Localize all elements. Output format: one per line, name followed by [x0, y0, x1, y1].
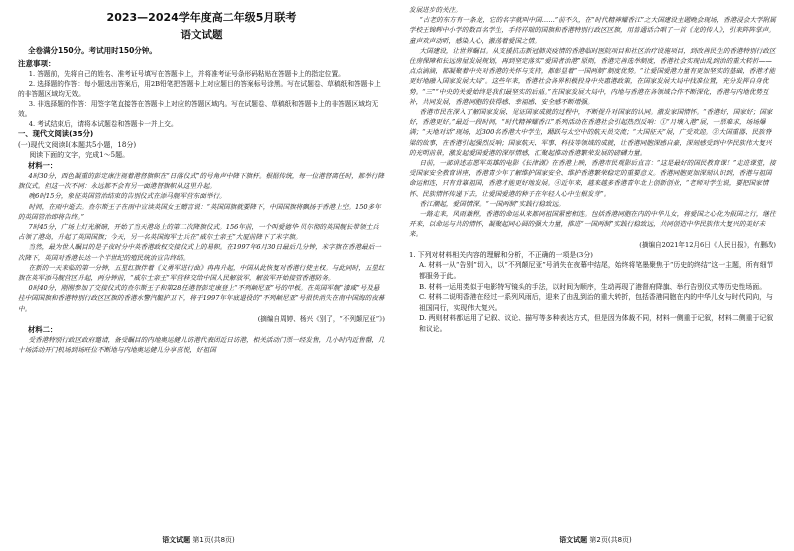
material2-paragraph: 香港市民在深入了解国家发展、见证国家成就的过程中，不断提升对国家的认同。激发家国情怀。“香港好，国家好；国家好，香港更好。”最近一段时间，“时代精神耀香江”系列活动在香港社会引起热烈反响：①“月壤入港”展，一票难求，场场爆满；“天地对话”现场，近300名香港大中学生，踊跃与太空中的航天员交流；“大国征天”展，广受欢迎。②大国重器、民族脊梁的故事，在香港引起强烈反响；国家航天、军事、科技等领域的成就，让香港同胞深感自豪，深刻感受到中华民族伟大复兴的光明前景，激发起爱国爱港的深厚情感，汇聚起推动香港繁荣发展的磅礴力量。 — [409, 108, 773, 157]
question-stem: 1. 下列对材料相关内容的理解和分析，不正确的一项是(3分) — [409, 250, 593, 259]
material1-paragraph: 7时45分，广场上灯光渐暗，开始了当天港岛上的第二次降旗仪式。156年前，一个叫爱德华·贝尔彻的英国舰长带领士兵占领了港岛，升起了英国国旗；今天，另一名英国海军士兵在“威尔士亲王”大厦前降下了米字旗。 — [18, 222, 379, 242]
question-option-a: A. 材料一从“告别”切入，以“不列颠尼亚”号消失在夜幕中结尾，始终将笔墨聚焦于“历史的终结”这一主题，所有细节都服务于此。 — [419, 261, 774, 281]
material1-paragraph: 在新的一天来临的第一分钟，五星红旗伴着《义勇军进行曲》冉冉升起，中国从此恢复对香港行使主权。与此同时，五星红旗在英军添马舰营区升起，两分钟前，“威尔士亲王”军营移交给中国人民解放军，解放军开始接管香港防务。 — [18, 263, 385, 282]
material1-paragraph: 晚6时15分，象征英国管治结束的告别仪式在添马舰军营东面举行。 — [28, 192, 226, 201]
question-option-d: D. 两则材料都运用了记叙、议论、描写等多种表达方式，但是因为体裁不同，材料一侧重于记叙，材料二侧重于记叙和议论。 — [419, 314, 774, 334]
footer-page: 第2页(共8页) — [589, 536, 632, 544]
page-footer — [0, 535, 397, 545]
page-footer — [397, 535, 794, 545]
material2-paragraph: 一路走来，风雨兼程，香港的命运从来都同祖国紧密相连。包括香港同胞在内的中华儿女，将爱国之心化为报国之行，继往开来，以命运与共的情怀，凝聚起同心圆的强大力量，推进“一国两制”实践行稳致远，共同创造中华民族伟大复兴的美好未来。 — [409, 210, 776, 239]
question-option-c: C. 材料二说明香港在经过一系列风雨后，迎来了由乱到治的重大转折，包括香港同胞在内的中华儿女与时代同向，与祖国同行，实现伟大复兴。 — [419, 293, 773, 312]
subsection-heading: (一)现代文阅读Ⅰ(本题共5小题，18分) — [18, 140, 137, 149]
material2-paragraph: 受香港特别行政区政府邀请，备受瞩目的内地奥运健儿访港代表团近日访港，相关活动门票一经发售，几小时内近售罄，几十场活动开门机场到场旺位不断地与内地奥运健儿分享喜悦，好祖国 — [18, 335, 385, 355]
exam-title: 2023—2024学年度高二年级5月联考 — [106, 11, 297, 24]
section-heading: 一、现代文阅读(35分) — [18, 129, 94, 138]
footer-label: 语文试题 — [559, 536, 588, 544]
material1-paragraph: 当然，最为世人瞩目的是子夜时分中英香港政权交接仪式上的易帜。在1997年6月30日最后几分钟，米字旗在香港最后一次降下，英国对香港长达一个半世纪的殖民统治宣告终结。 — [18, 243, 382, 262]
material-label: 材料二： — [28, 324, 58, 334]
material2-paragraph: 日前，一部讲述志愿军英雄的电影《长津湖》在香港上映，香港市民观影后直言：“这是最好的国民教育课！”走进课堂，接受国家安全教育讲座，香港青少年了解维护国家安全、维护香港繁荣稳定的重要意义。香港同胞更加深刻认识到，香港与祖国命运相连，只有背靠祖国，香港才能更好地发展。④近年来，越来越多香港青年北上创新创业，“老师对学生说，要把国家情怀、民族情怀传递下去，让爱国爱港的种子在年轻人心中生根发芽”。 — [409, 159, 776, 198]
material1-paragraph: 时间，在雨中逝去。查尔斯王子在雨中宣读英国女王赠言说：“英国国旗就要降下，中国国旗将飘扬于香港上空。150多年的英国管治即将告终。” — [18, 202, 381, 221]
question-option-b: B. 材料一运用类似于电影特写镜头的手法，以时间为顺序，生动再现了港督府降旗、举行告别仪式等历史性场面。 — [419, 282, 767, 291]
notice-item: 1. 答题前，先将自己的姓名、准考证号填写在答题卡上，并将准考证号条形码粘贴在答题卡上的指定位置。 — [28, 70, 345, 78]
material2-paragraph: 香江潮起，爱国情深。“一国两制”实践行稳致远。 — [419, 199, 565, 208]
subject-title: 语文试题 — [180, 29, 223, 41]
footer-label: 语文试题 — [162, 536, 191, 544]
score-line: 全卷满分150分。考试用时150分钟。 — [28, 46, 157, 55]
notice-item: 3. 非选择题的作答：用签字笔直接答在答题卡上对应的答题区域内。写在试题卷、草稿纸和答题卡上的非答题区域均无效。 — [18, 100, 379, 118]
footer-page: 第1页(共8页) — [192, 536, 235, 544]
notice-item: 2. 选择题的作答：每小题选出答案后，用2B铅笔把答题卡上对应题目的答案标号涂黑。写在试题卷、草稿纸和答题卡上的非答题区域均无效。 — [18, 80, 381, 98]
material1-paragraph: 0时40分，刚刚参加了交接仪式的查尔斯王子和第28任港督彭定康登上“不列颠尼亚”号的甲板。在英国军舰“漆咸”号及悬挂中国国旗和香港特别行政区区旗的香港水警汽艇护卫下，将于1997年年底退役的“不列颠尼亚”号很快消失在南中国海的夜幕中。 — [18, 284, 385, 313]
material2-source: (摘编自2021年12月6日《人民日报》，有删改) — [639, 240, 776, 249]
notice-item: 4. 考试结束后，请将本试题卷和答题卡一并上交。 — [28, 120, 178, 128]
notice-heading: 注意事项： — [18, 59, 56, 68]
material2-continuation: 发展进步的关注。 — [409, 6, 462, 14]
reading-instruction: 阅读下面的文字，完成1～5题。 — [29, 150, 130, 159]
material2-paragraph: “古老的东方有一条龙，它的名字就叫中国……”前不久，在“时代精神耀香江”之大国建设主题晚会现场，香港浸会大学附属学校王锦辉中小学的数百名学生，手持祥瑞的国旗和香港特别行政区区旗，用普通话合唱了一首《龙的传人》，引来阵阵掌声。童声欢声动听，感染人心，激荡着爱国之情。 — [409, 16, 776, 45]
material-label: 材料一： — [28, 160, 58, 170]
material1-source: (摘编自周婷、杨兴《别了，“不列颠尼亚”》) — [257, 314, 385, 323]
exam-page-2 — [397, 0, 794, 551]
material1-paragraph: 4时30分，西色凝重的彭定康注视着港督旗帜在“日落仪式”的号角声中降下旗杆。根据传统，每一位港督离任时，都举行降旗仪式。但这一次不同：永远都不会有另一面港督旗帜从这里升起。 — [18, 171, 385, 191]
material2-paragraph: 大国建设，让世界瞩目。从支援抗击新冠肺炎疫情的香港临时医院项目和社区治疗设施项目，到改善民生的香港特别行政区住房保障和长远房屋发展规划，再到坚定落实“爱国者治港”原则，香港完善选举制度，香港社会实现由乱到治的重大转折——点点滴滴，都凝聚着中央对香港的关怀与支持，都彰显着“一国两制”制度优势。“让爱国爱港力量有更加坚实的基础，香港才能更好地融入国家发展大局”。这些年来，香港社会各界积极投身中央惠港政策，在国家发展大局中找准位置，充分发挥自身优势。“三”“中央的关爱始终是我们最坚实的后盾。”在国家发展大局中，内地与香港在各领域合作不断深化，香港与内地优势互补，共同发展，香港同胞的获得感、幸福感、安全感不断增强。 — [409, 46, 776, 106]
